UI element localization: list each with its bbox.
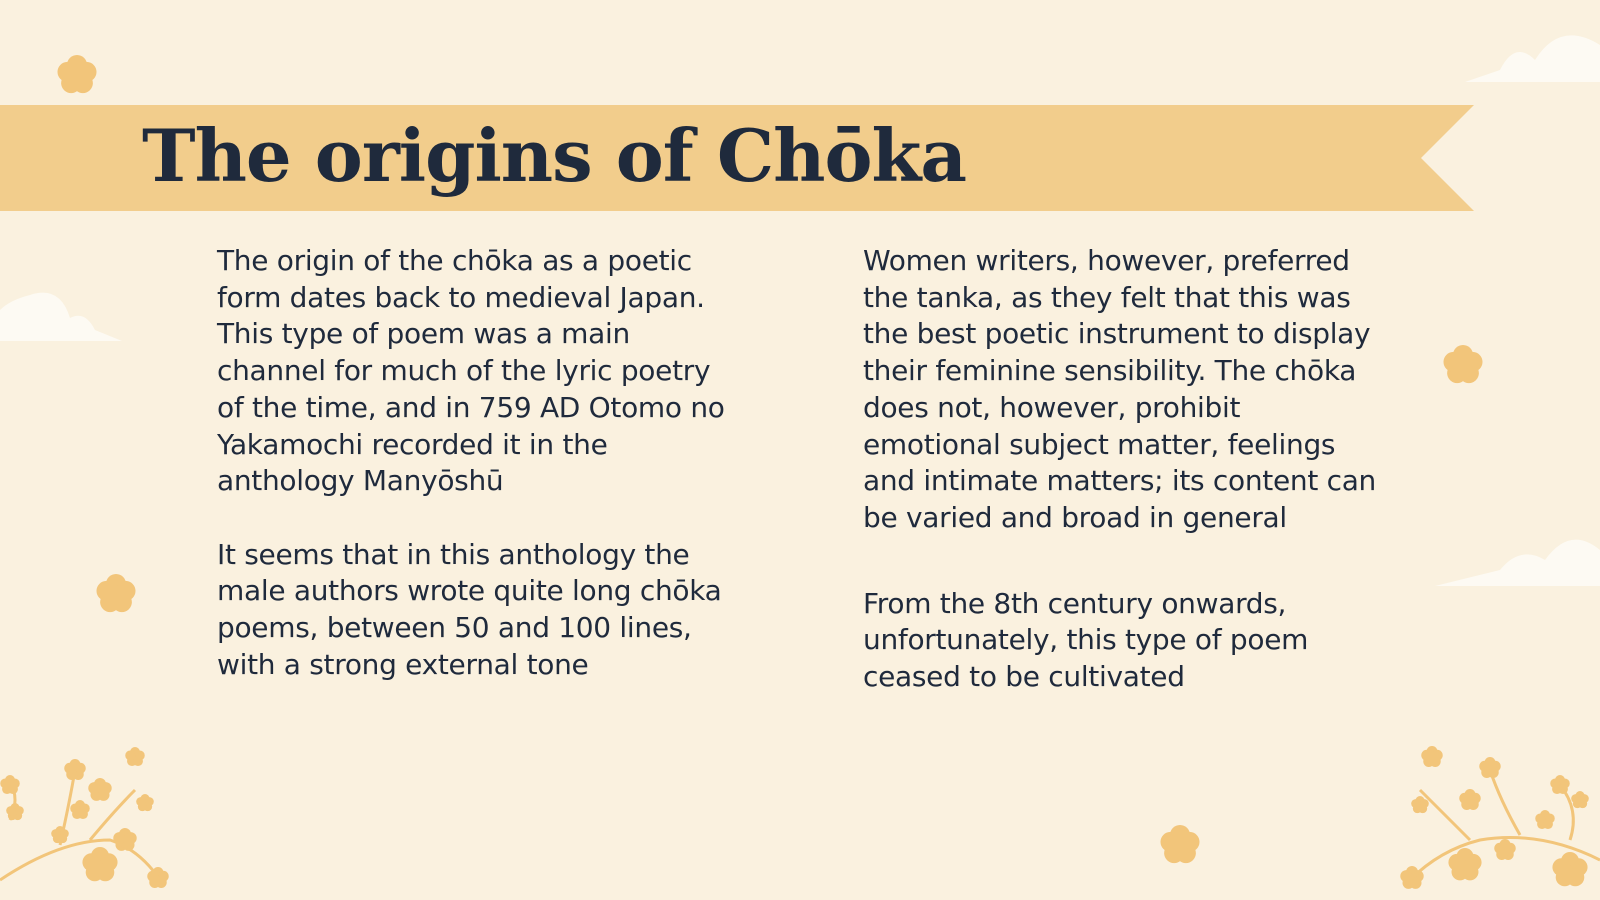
flower-icon [136,794,154,811]
flower-icon [70,800,90,819]
paragraph: From the 8th century onwards, unfortunately, this type of poem ceased to be cultivated [863,586,1309,694]
paragraph: It seems that in this anthology the male authors wrote quite long chōka poems, between 50 and 100 lines, with a strong external tone [217,537,722,681]
flower-icon [1459,789,1480,810]
paragraph: Women writers, however, preferred the tanka, as they felt that this was the best poetic instrument to display their feminine sensibility. The chōka does not, however, prohibit emotional subject matter, feelings and intimate matters; its content can be varied and broad in general [863,244,1376,534]
flower-icon [1448,848,1481,880]
flower-icon [1421,746,1442,767]
flower-icon [1552,852,1587,886]
flower-icon [88,778,111,801]
flower-icon [1411,796,1429,813]
flower-icon [1571,791,1589,808]
flower-icon [1443,345,1482,383]
right-column [863,243,1383,696]
flower-icon [1160,825,1199,863]
slide-title: The origins of Chōka [142,113,967,198]
flower-icon [82,847,117,881]
cloud-icon [1465,35,1600,82]
flower-icon [1550,775,1570,794]
cloud-icon [1435,540,1600,586]
flower-icon [125,747,145,766]
branch-left [0,770,160,880]
flower-icon [0,775,20,794]
flower-icon [1494,839,1515,860]
flower-icon [1479,757,1500,778]
left-column [217,243,737,683]
flower-icon [96,574,135,612]
flower-icon [1535,810,1555,829]
paragraph: The origin of the chōka as a poetic form dates back to medieval Japan. This type of poem was a main channel for much of the lyric poetry of the time, and in 759 AD Otomo no Yakamochi recorded it in the anthology Manyōshū [217,244,725,498]
flower-icon [57,55,96,93]
cloud-icon [0,293,122,341]
